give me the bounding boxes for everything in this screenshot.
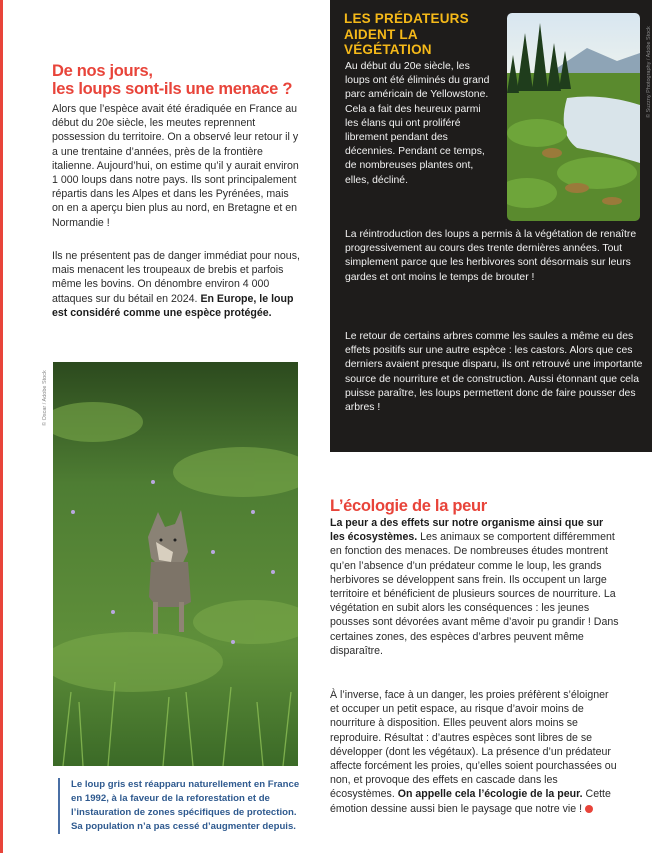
- menace-paragraph-2: [52, 249, 302, 320]
- title-line-2: les loups sont-ils une menace ?: [52, 80, 293, 98]
- wolf-photo-credit: © Oscar / Adobe Stock: [42, 370, 48, 426]
- fear-paragraph-1: [330, 516, 620, 658]
- end-of-article-dot: [585, 805, 593, 813]
- menace-paragraph-2-bold: En Europe, le loup est considéré comme une espèce protégée.: [52, 292, 294, 319]
- menace-paragraph-2-text: Ils ne présentent pas de danger immédiat pour nous, mais menacent les troupeaux de brebis et parfois même les bovins. On dénombre environ 4 000 attaques sur du bétail en 2024.: [52, 250, 300, 305]
- fear-paragraph-2-text: À l’inverse, face à un danger, les proies préfèrent s’éloigner et occuper un petit espace, au risque d’avoir moins de nourriture à disposition. Elles peuvent alors moins se reproduire. Résultat : d’autres espèces sont libres de se développer (dont les végétaux). La présence d’un prédateur affecte forcément les proies, qu’elles soient pourchassées ou non, et provoque des effets en cascade dans les écosystèmes.: [330, 689, 617, 801]
- fear-paragraph-2: [330, 688, 620, 816]
- yellowstone-photo-credit: © Suzzny Photography / Adobe Stock: [646, 26, 652, 118]
- title-line-1: De nos jours,: [52, 62, 153, 80]
- wolf-photo-caption: Le loup gris est réapparu naturellement en France en 1992, à la faveur de la reforestation et de l’instauration de zones spécifiques de protection. Sa population n’a pas cessé d’augmenter depuis.: [58, 778, 300, 834]
- fear-paragraph-1-bold: La peur a des effets sur notre organisme ainsi que sur les écosystèmes.: [330, 517, 604, 544]
- fear-paragraph-2-end: Cette émotion dessine aussi bien le paysage que notre vie !: [330, 788, 611, 815]
- predators-box-title: LES PRÉDATEURS AIDENT LA VÉGÉTATION: [344, 11, 469, 57]
- predators-box-paragraph-2: La réintroduction des loups a permis à la végétation de renaître progressivement au cours des trente dernières années. Tout simplement parce que les herbivores sont désormais sur leurs gardes et ont moins le temps de brouter !: [345, 229, 637, 283]
- section-title-fear: L’écologie de la peur: [330, 497, 487, 515]
- fear-paragraph-2-bold: On appelle cela l’écologie de la peur.: [397, 788, 583, 801]
- page-edge-accent: [0, 0, 3, 853]
- section-title-menace: [52, 62, 302, 98]
- wolf-photo: [53, 362, 298, 766]
- menace-paragraph-1: Alors que l’espèce avait été éradiquée en France au début du 20e siècle, les meutes reprennent possession du territoire. On a observé leur retour il y a une trentaine d’années, près de la frontière italienne. Aujourd’hui, on estime qu’il y aurait environ 1 000 loups dans notre pays. Ils sont principalement répartis dans les Alpes et dans les Pyrénées, mais on en a aperçu bien plus au nord, en Bretagne et en Normandie !: [52, 103, 299, 229]
- predators-box-paragraph-1: Au début du 20e siècle, les loups ont été éliminés du grand parc américain de Yellowstone. Cela a fait des heureux parmi les élans qui ont proliféré librement pendant des décennies. Pendant ce temps, de nombreuses plantes ont, elles, décliné.: [345, 61, 490, 186]
- predators-box-paragraph-3: Le retour de certains arbres comme les saules a même eu des effets positifs sur une autre espèce : les castors. Alors que ces derniers avaient presque disparu, ils ont retrouvé une importante source de nourriture et de construction. Aussi étonnant que cela puisse paraître, les loups permettent donc de faire pousser des arbres !: [345, 331, 643, 414]
- yellowstone-photo: [507, 13, 640, 221]
- fear-paragraph-1-text: Les animaux se comportent différemment en fonction des menaces. De nombreuses études montrent qu’en l’absence d’un prédateur comme le loup, les grands herbivores se développent sans frein. Ils occupent un large territoire et bénéficient de plusieurs sources de nourriture. La végétation en subit alors les conséquences : les jeunes pousses sont dévorées avant même d’avoir pu grandir ! Dans certaines zones, des espèces d’arbres peuvent même disparaître.: [330, 531, 619, 657]
